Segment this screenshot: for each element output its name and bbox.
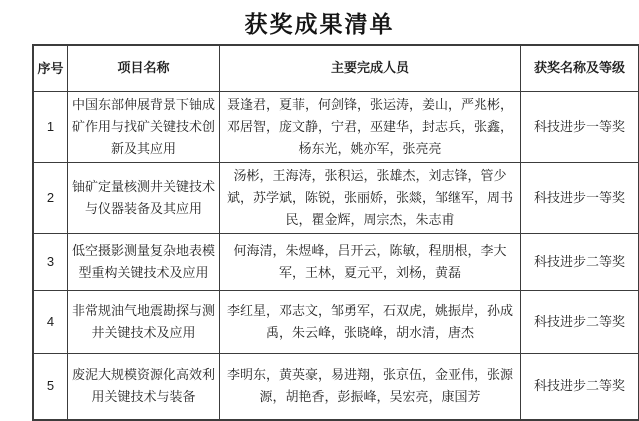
page-title: 获奖成果清单 — [244, 11, 395, 37]
table-row — [33, 162, 639, 233]
cell-serial-number: 2 — [33, 162, 68, 233]
table-body — [33, 91, 639, 420]
cell-award-name-level: 科技进步一等奖 — [521, 91, 639, 162]
cell-serial-number: 1 — [33, 91, 68, 162]
cell-main-personnel: 聂逢君，夏菲，何剑锋，张运涛，姜山，严兆彬，邓居智，庞文静，宁君，巫建华，封志兵，张鑫，杨东光，姚亦军，张亮亮 — [220, 91, 521, 162]
awards-table — [32, 44, 639, 421]
header-award-name-level: 获奖名称及等级 — [521, 45, 639, 91]
cell-project-name: 铀矿定量核测井关键技术与仪器装备及其应用 — [68, 162, 220, 233]
cell-award-name-level: 科技进步二等奖 — [521, 353, 639, 420]
cell-project-name: 低空摄影测量复杂地表模型重构关键技术及应用 — [68, 233, 220, 290]
cell-project-name: 非常规油气地震勘探与测井关键技术及应用 — [68, 290, 220, 353]
header-main-personnel: 主要完成人员 — [220, 45, 521, 91]
cell-main-personnel: 李明东，黄英豪，易进翔，张京伍，金亚伟，张源源，胡艳香，彭振峰，吴宏亮，康国芳 — [220, 353, 521, 420]
cell-award-name-level: 科技进步一等奖 — [521, 162, 639, 233]
table-row — [33, 290, 639, 353]
header-serial-number: 序号 — [33, 45, 68, 91]
cell-serial-number: 4 — [33, 290, 68, 353]
cell-project-name: 废泥大规模资源化高效利用关键技术与装备 — [68, 353, 220, 420]
cell-main-personnel: 何海清，朱煜峰，吕开云，陈敏，程朋根，李大军，王林，夏元平，刘杨，黄磊 — [220, 233, 521, 290]
table-row — [33, 91, 639, 162]
cell-award-name-level: 科技进步二等奖 — [521, 290, 639, 353]
cell-main-personnel: 李红星，邓志文，邹勇军，石双虎，姚振岸，孙成禹，朱云峰，张晓峰，胡水清，唐杰 — [220, 290, 521, 353]
table-head — [33, 45, 639, 91]
cell-project-name: 中国东部伸展背景下铀成矿作用与找矿关键技术创新及其应用 — [68, 91, 220, 162]
table-row — [33, 233, 639, 290]
cell-award-name-level: 科技进步二等奖 — [521, 233, 639, 290]
cell-serial-number: 3 — [33, 233, 68, 290]
table-header-row — [33, 45, 639, 91]
table-row — [33, 353, 639, 420]
header-project-name: 项目名称 — [68, 45, 220, 91]
cell-serial-number: 5 — [33, 353, 68, 420]
cell-main-personnel: 汤彬，王海涛，张积运，张雄杰，刘志锋，管少斌，苏学斌，陈锐，张丽娇，张燚，邹继军，周书民，瞿金辉，周宗杰，朱志甫 — [220, 162, 521, 233]
